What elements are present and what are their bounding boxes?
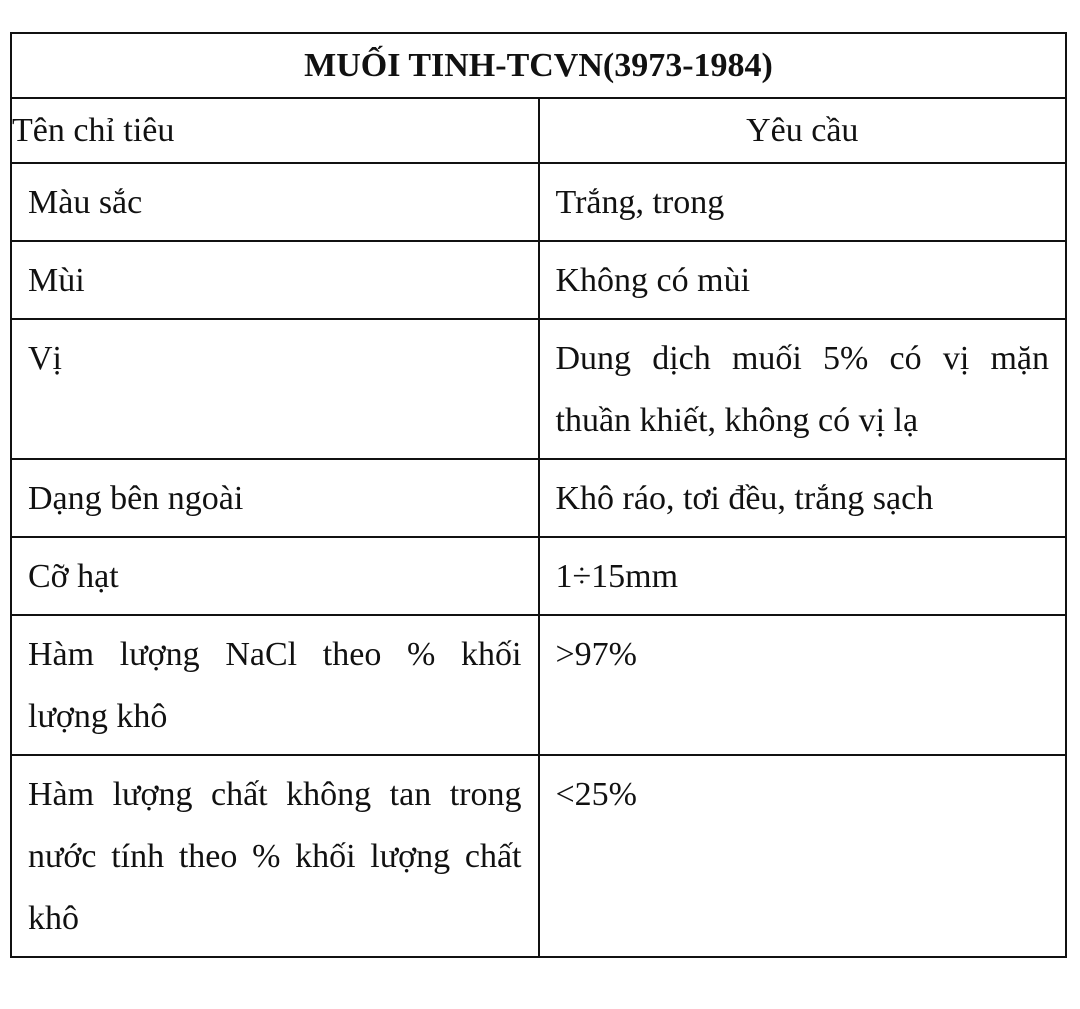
criterion-cell: Mùi [11,241,539,319]
table-row [11,163,1066,241]
table-row [11,241,1066,319]
header-row [11,98,1066,163]
criterion-cell: Cỡ hạt [11,537,539,615]
requirement-cell: Trắng, trong [539,163,1067,241]
criterion-cell: Hàm lượng NaCl theo % khối lượng khô [11,615,539,755]
table-row [11,755,1066,957]
criterion-cell: Vị [11,319,539,459]
criterion-cell: Dạng bên ngoài [11,459,539,537]
header-requirement: Yêu cầu [539,98,1067,163]
table-row [11,537,1066,615]
table-title: MUỐI TINH-TCVN(3973-1984) [11,33,1066,98]
salt-standard-table [10,32,1067,958]
requirement-cell: Dung dịch muối 5% có vị mặn thuần khiết, không có vị lạ [539,319,1067,459]
requirement-cell: Khô ráo, tơi đều, trắng sạch [539,459,1067,537]
table-row [11,319,1066,459]
title-row [11,33,1066,98]
table-row [11,459,1066,537]
requirement-cell: Không có mùi [539,241,1067,319]
table-row [11,615,1066,755]
requirement-cell: <25% [539,755,1067,957]
header-criterion: Tên chỉ tiêu [11,98,539,163]
requirement-cell: 1÷15mm [539,537,1067,615]
criterion-cell: Hàm lượng chất không tan trong nước tính theo % khối lượng chất khô [11,755,539,957]
criterion-cell: Màu sắc [11,163,539,241]
requirement-cell: >97% [539,615,1067,755]
